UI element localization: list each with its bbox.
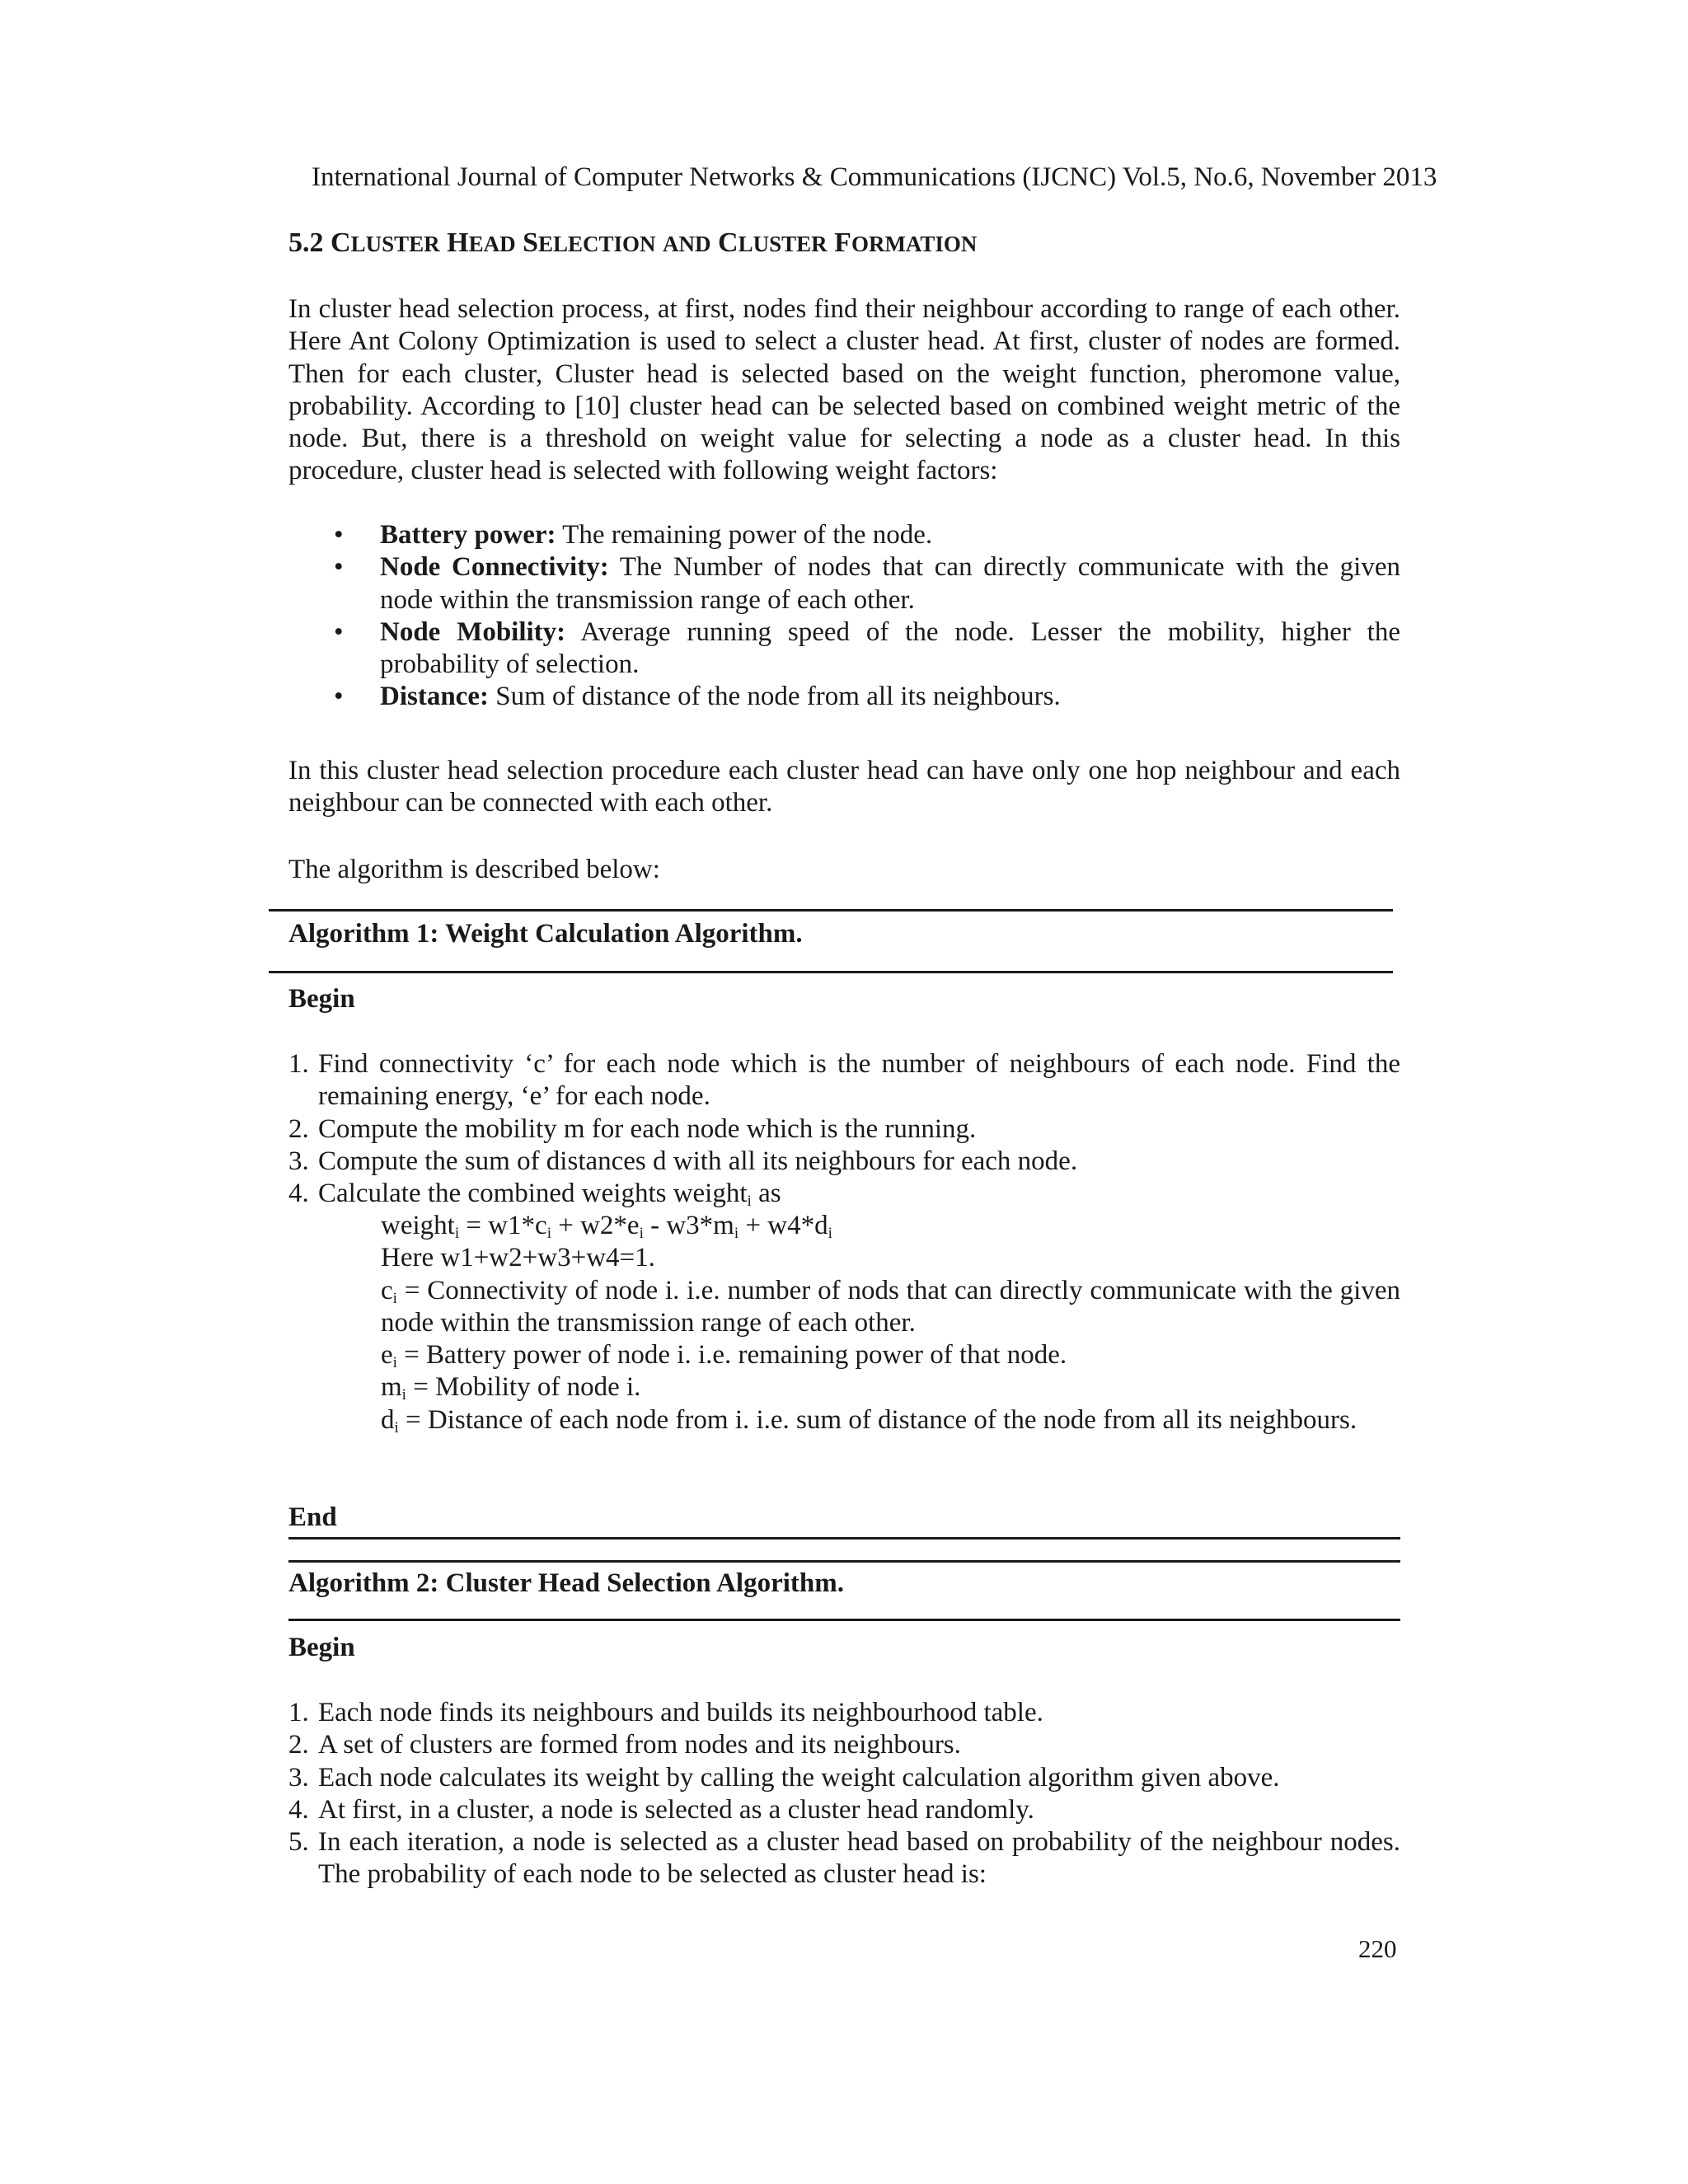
section-word: CLUSTER: [331, 227, 440, 258]
weight-factor-list: [288, 519, 1400, 714]
paragraph-3: The algorithm is described below:: [288, 855, 660, 884]
algorithm-rule: [269, 971, 1393, 973]
section-word: CLUSTER: [718, 227, 828, 258]
algorithm1-steps: [288, 1048, 1400, 1210]
weight-formula: weight$_i$ = $w1*c_i + w2*e_i - w3*m_i + w4*d_i$: [381, 1211, 832, 1242]
bullet-icon: •: [334, 520, 344, 550]
list-item: 2. Compute the mobility m for each node which is the running.: [288, 1113, 977, 1144]
definition: $d_i$ = Distance of each node from i. i.e. sum of distance of the node from all its neighbours.: [381, 1404, 1357, 1436]
list-item: • Node Mobility: Average running speed of the node. Lesser the mobility, higher the probability of selection.: [334, 616, 1400, 680]
list-item: 3. Compute the sum of distances d with all its neighbours for each node.: [288, 1146, 1078, 1176]
section-word: FORMATION: [834, 227, 978, 258]
definition: $m_i$ = Mobility of node i.: [381, 1372, 641, 1404]
algorithm-rule: [288, 1537, 1400, 1540]
list-item: 1. Find connectivity ‘c’ for each node which is the number of neighbours of each node. Find the remaining energy, ‘e’ for each node.: [288, 1049, 1400, 1112]
journal-header: International Journal of Computer Networks & Communications (IJCNC) Vol.5, No.6, November 2013: [312, 162, 1437, 192]
section-word: AND: [663, 232, 711, 256]
list-item: 2. A set of clusters are formed from nodes and its neighbours.: [288, 1730, 961, 1760]
algorithm-rule: [288, 1619, 1400, 1621]
list-item: 3. Each node calculates its weight by calling the weight calculation algorithm given above.: [288, 1762, 1280, 1793]
algorithm1-begin: Begin: [288, 984, 355, 1014]
bullet-icon: •: [334, 616, 344, 647]
section-word: HEAD: [447, 227, 516, 258]
algorithm1-definitions: [381, 1210, 1400, 1436]
algorithm1-end: End: [288, 1502, 337, 1532]
list-item: 4. At first, in a cluster, a node is selected as a cluster head randomly.: [288, 1794, 1034, 1825]
intro-paragraph: In cluster head selection process, at first, nodes find their neighbour according to range of each other. Here Ant Colony Optimization is used to select a cluster head. At first, cluster of nodes are formed. Then for each cluster, Cluster head is selected based on the weight function, pheromone value, probability. According to [10] cluster head can be selected based on combined weight metric of the node. But, there is a threshold on weight value for selecting a node as a cluster head. In this procedure, cluster head is selected with following weight factors:: [288, 294, 1400, 486]
algorithm2-steps: [288, 1697, 1400, 1891]
list-item: 1. Each node finds its neighbours and builds its neighbourhood table.: [288, 1698, 1043, 1727]
page-number: 220: [1358, 1934, 1397, 1963]
section-heading: [288, 227, 977, 259]
algorithm1-title: Algorithm 1: Weight Calculation Algorithm.: [288, 919, 803, 949]
definition: $e_i$ = Battery power of node i. i.e. remaining power of that node.: [381, 1340, 1067, 1372]
weight-constraint: Here w1+w2+w3+w4=1.: [381, 1243, 655, 1273]
bullet-icon: •: [334, 682, 344, 712]
list-item: • Node Connectivity: The Number of nodes that can directly communicate with the given node within the transmission range of each other.: [334, 552, 1401, 615]
section-number: 5.2: [288, 227, 324, 258]
algorithm-rule: [288, 1560, 1400, 1563]
algorithm2-begin: Begin: [288, 1633, 355, 1662]
algorithm2-title: Algorithm 2: Cluster Head Selection Algorithm.: [288, 1568, 844, 1598]
list-item: • Battery power: The remaining power of the node.: [288, 519, 1400, 551]
definition: $c_i$ = Connectivity of node i. i.e. number of nods that can directly communicate with the given node within the transmission range of each other.: [381, 1275, 1400, 1338]
section-word: SELECTION: [523, 227, 656, 258]
bullet-icon: •: [334, 552, 344, 583]
algorithm-rule: [269, 909, 1393, 912]
list-item: • Distance: Sum of distance of the node from all its neighbours.: [288, 681, 1400, 713]
list-item: 4. Calculate the combined weights weight$_i$ as: [288, 1179, 781, 1211]
list-item: 5. In each iteration, a node is selected as a cluster head based on probability of the neighbour nodes. The probability of each node to be selected as cluster head is:: [288, 1827, 1400, 1890]
paragraph-2: In this cluster head selection procedure each cluster head can have only one hop neighbour and each neighbour can be connected with each other.: [288, 756, 1400, 818]
